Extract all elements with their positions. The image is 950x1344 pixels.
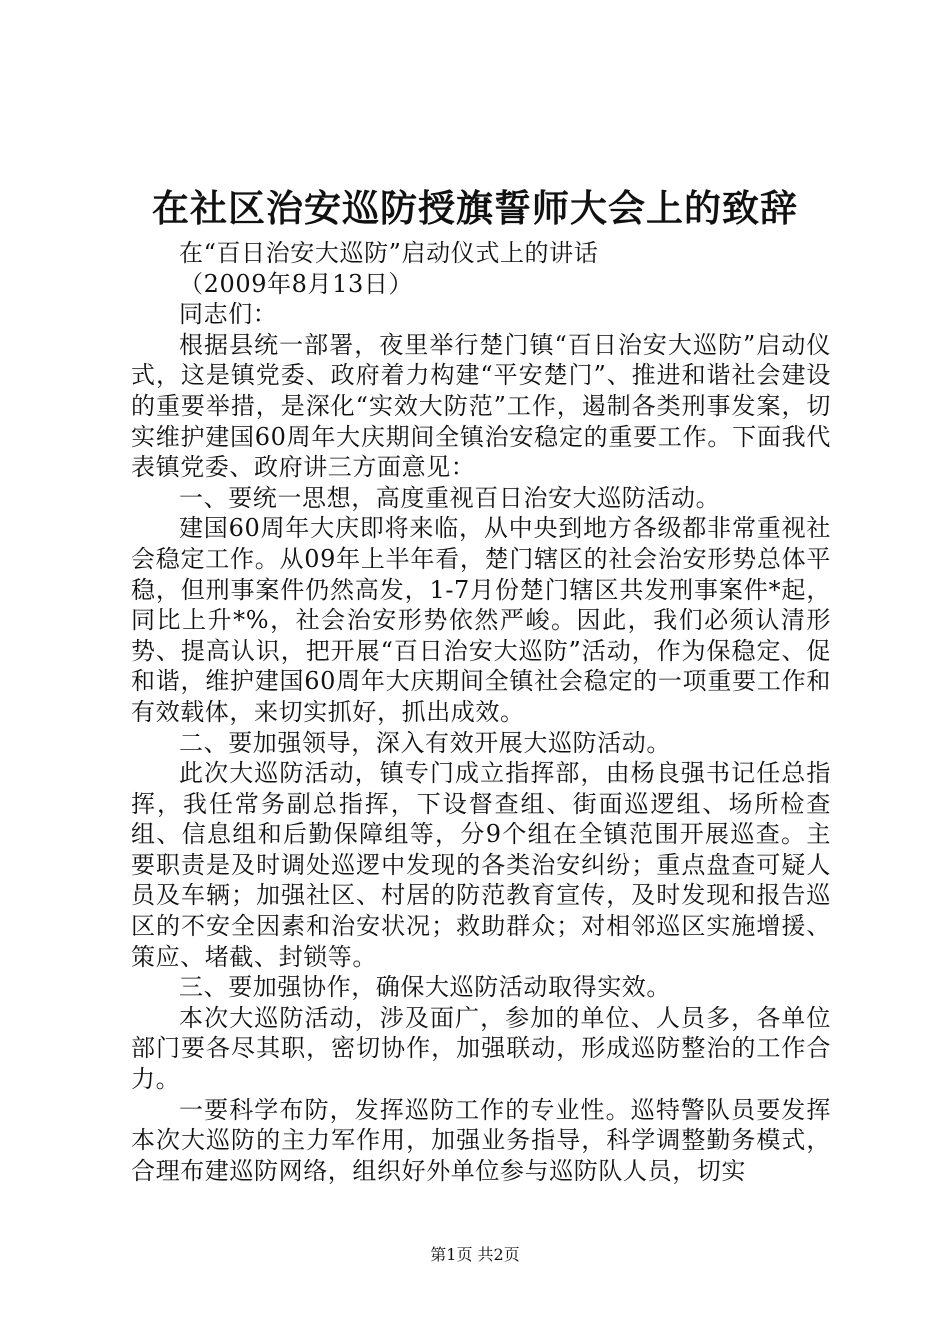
paragraph-point-1: 一要科学布防，发挥巡防工作的专业性。巡特警队员要发挥本次大巡防的主力军作用，加强业务指导，科学调整勤务模式，合理布建巡防网络，组织好外单位参与巡防队人员，切实 [131,1095,831,1185]
paragraph-section-1: 建国60周年大庆即将来临，从中央到地方各级都非常重视社会稳定工作。从09年上半年看，楚门辖区的社会治安形势总体平稳，但刑事案件仍然高发，1-7月份楚门辖区共发刑事案件*起，同比上升*%，社会治安形势依然严峻。因此，我们必须认清形势、提高认识，把开展“百日治安大巡防”活动，作为保稳定、促和谐，维护建国60周年大庆期间全镇社会稳定的一项重要工作和有效载体，来切实抓好，抓出成效。 [131,514,831,726]
paragraph-section-3: 本次大巡防活动，涉及面广，参加的单位、人员多，各单位部门要各尽其职，密切协作，加强联动，形成巡防整治的工作合力。 [131,1003,831,1094]
speech-date: （2009年8月13日） [179,269,414,298]
page-footer: 第1页 共2页 [430,1245,520,1264]
section-heading-2: 二、要加强领导，深入有效开展大巡防活动。 [179,728,671,757]
section-heading-3: 三、要加强协作，确保大巡防活动取得实效。 [179,973,671,1002]
document-title: 在社区治安巡防授旗誓师大会上的致辞 [152,186,798,230]
paragraph-intro: 根据县统一部署，夜里举行楚门镇“百日治安大巡防”启动仪式，这是镇党委、政府着力构建“平安楚门”、推进和谐社会建设的重要举措，是深化“实效大防范”工作，遏制各类刑事发案，切实维护建国60周年大庆期间全镇治安稳定的重要工作。下面我代表镇党委、政府讲三方面意见： [131,330,831,482]
salutation: 同志们： [179,300,278,329]
section-heading-1: 一、要统一思想，高度重视百日治安大巡防活动。 [179,483,721,512]
paragraph-section-2: 此次大巡防活动，镇专门成立指挥部，由杨良强书记任总指挥，我任常务副总指挥，下设督查组、街面巡逻组、场所检查组、信息组和后勤保障组等，分9个组在全镇范围开展巡查。主要职责是及时调处巡逻中发现的各类治安纠纷；重点盘查可疑人员及车辆；加强社区、村居的防范教育宣传，及时发现和报告巡区的不安全因素和治安状况；救助群众；对相邻巡区实施增援、策应、堵截、封锁等。 [131,759,831,971]
speech-subtitle: 在“百日治安大巡防”启动仪式上的讲话 [179,239,599,267]
document-body [131,238,831,1186]
